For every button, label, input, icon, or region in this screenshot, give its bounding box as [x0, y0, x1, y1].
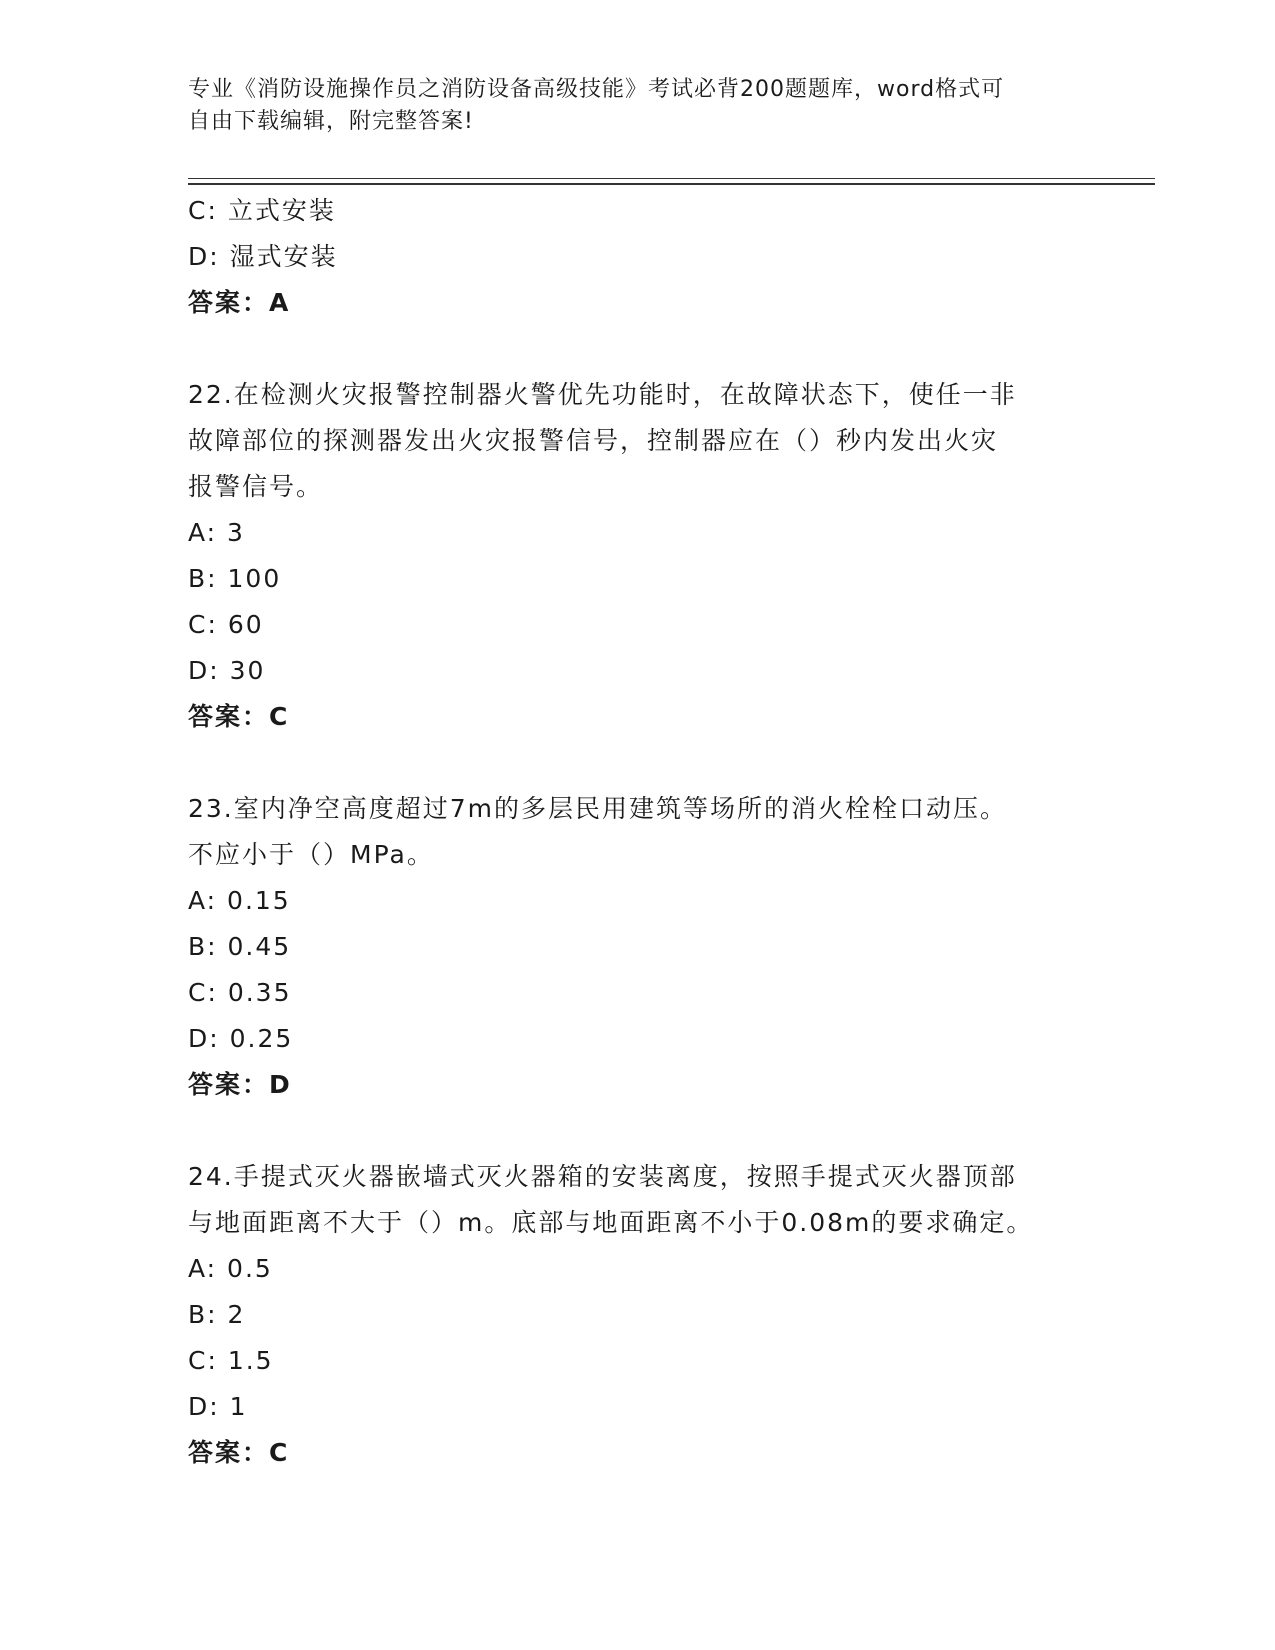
question-stem-line: 24.手提式灭火器嵌墙式灭火器箱的安装离度，按照手提式灭火器顶部 — [188, 1162, 1017, 1191]
question-stem-line: 23.室内净空高度超过7m的多层民用建筑等场所的消火栓栓口动压。 — [188, 794, 1008, 823]
header-divider-thick — [188, 183, 1155, 185]
option-b: B: 0.45 — [188, 932, 292, 961]
question-stem-line: 22.在检测火灾报警控制器火警优先功能时，在故障状态下，使任一非 — [188, 380, 1017, 409]
document-header — [188, 74, 1068, 138]
option-a: A: 0.15 — [188, 886, 291, 915]
option-a: A: 0.5 — [188, 1254, 273, 1283]
document-body — [188, 188, 1088, 1476]
option-c: C: 0.35 — [188, 978, 292, 1007]
question-23 — [188, 786, 1088, 1108]
spacer — [188, 740, 1088, 786]
question-stem-line: 报警信号。 — [188, 472, 324, 501]
option-d: D: 湿式安装 — [188, 242, 338, 271]
question-stem-line: 故障部位的探测器发出火灾报警信号，控制器应在（）秒内发出火灾 — [188, 426, 999, 455]
question-stem-line: 不应小于（）MPa。 — [188, 840, 434, 869]
header-divider-thin — [188, 178, 1155, 179]
option-c: C: 立式安装 — [188, 196, 336, 225]
option-d: D: 0.25 — [188, 1024, 294, 1053]
question-24 — [188, 1154, 1088, 1476]
answer-line: 答案：C — [188, 1438, 290, 1467]
option-b: B: 100 — [188, 564, 282, 593]
header-line-1: 专业《消防设施操作员之消防设备高级技能》考试必背200题题库，word格式可 — [188, 77, 1005, 102]
header-line-2: 自由下载编辑，附完整答案! — [188, 109, 474, 134]
spacer — [188, 1108, 1088, 1154]
option-d: D: 1 — [188, 1392, 248, 1421]
question-fragment — [188, 188, 1088, 326]
question-22 — [188, 372, 1088, 740]
option-d: D: 30 — [188, 656, 266, 685]
option-a: A: 3 — [188, 518, 245, 547]
option-c: C: 1.5 — [188, 1346, 274, 1375]
option-c: C: 60 — [188, 610, 264, 639]
question-stem-line: 与地面距离不大于（）m。底部与地面距离不小于0.08m的要求确定。 — [188, 1208, 1034, 1237]
answer-line: 答案：D — [188, 1070, 292, 1099]
option-b: B: 2 — [188, 1300, 246, 1329]
answer-line: 答案：A — [188, 288, 291, 317]
spacer — [188, 326, 1088, 372]
answer-line: 答案：C — [188, 702, 290, 731]
